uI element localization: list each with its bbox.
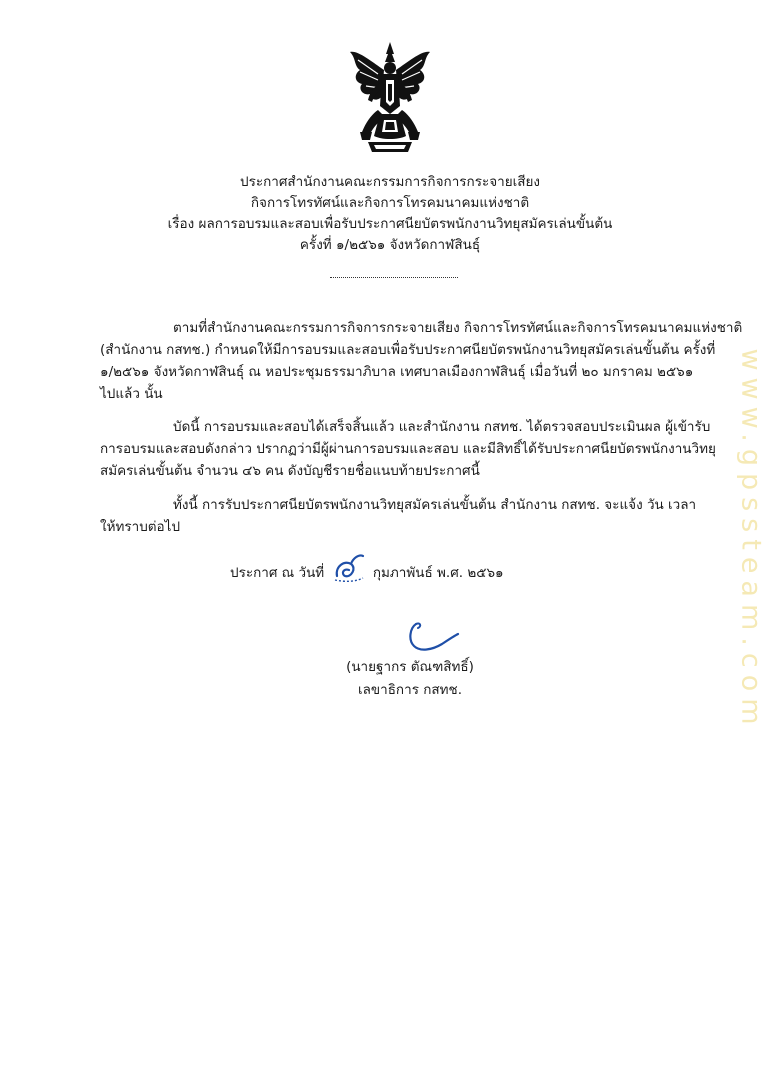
paragraph-2 [100,416,716,482]
signature-mark [402,614,462,658]
paragraph-line: ไปแล้ว นั้น [100,386,163,402]
paragraph-line: ๑/๒๕๖๑ จังหวัดกาฬสินธุ์ ณ หอประชุมธรรมาภิบาล เทศบาลเมืองกาฬสินธุ์ เมื่อวันที่ ๒๐ มกราคม ๒๕๖๑ [100,364,694,380]
paragraph-line: สมัครเล่นขั้นต้น จำนวน ๔๖ คน ดังบัญชีรายชื่อแนบท้ายประกาศนี้ [100,463,480,479]
paragraph-line: บัดนี้ การอบรมและสอบได้เสร็จสิ้นแล้ว และสำนักงาน กสทช. ได้ตรวจสอบประเมินผล ผู้เข้ารับ [173,419,711,435]
announce-date [230,562,504,584]
document-header [100,172,680,256]
subject-line: เรื่อง ผลการอบรมและสอบเพื่อรับประกาศนียบัตรพนักงานวิทยุสมัครเล่นขั้นต้น [167,216,613,232]
session-line: ครั้งที่ ๑/๒๕๖๑ จังหวัดกาฬสินธุ์ [299,237,481,253]
handwritten-day [329,562,369,584]
paragraph-1 [100,317,743,405]
watermark [737,40,765,1040]
paragraph-line: ให้ทราบต่อไป [100,519,181,535]
header-line-1: ประกาศสำนักงานคณะกรรมการกิจการกระจายเสียง [240,174,540,190]
paragraph-line: การอบรมและสอบดังกล่าว ปรากฏว่ามีผู้ผ่านการอบรมและสอบ และมีสิทธิ์ได้รับประกาศนียบัตรพนักงานวิทยุ [100,441,716,457]
signer-name: (นายฐากร ตัณฑสิทธิ์) [346,659,474,675]
garuda-emblem-icon [348,40,432,154]
dotted-separator [330,277,458,278]
paragraph-line: (สำนักงาน กสทช.) กำหนดให้มีการอบรมและสอบเพื่อรับประกาศนียบัตรพนักงานวิทยุสมัครเล่นขั้นต้น ครั้งที่ [100,342,716,358]
watermark-text: www.gpssteam.com [735,348,767,732]
announce-prefix: ประกาศ ณ วันที่ [230,565,325,581]
paragraph-3 [100,494,697,538]
signer-title: เลขาธิการ กสทช. [358,682,462,698]
paragraph-line: ตามที่สำนักงานคณะกรรมการกิจการกระจายเสียง กิจการโทรทัศน์และกิจการโทรคมนาคมแห่งชาติ [173,320,743,336]
paragraph-line: ทั้งนี้ การรับประกาศนียบัตรพนักงานวิทยุสมัครเล่นขั้นต้น สำนักงาน กสทช. จะแจ้ง วัน เวลา [173,497,697,513]
announce-month-year: กุมภาพันธ์ พ.ศ. ๒๕๖๑ [372,565,504,581]
handwritten-day-glyph [331,552,367,586]
header-line-2: กิจการโทรทัศน์และกิจการโทรคมนาคมแห่งชาติ [250,195,530,211]
